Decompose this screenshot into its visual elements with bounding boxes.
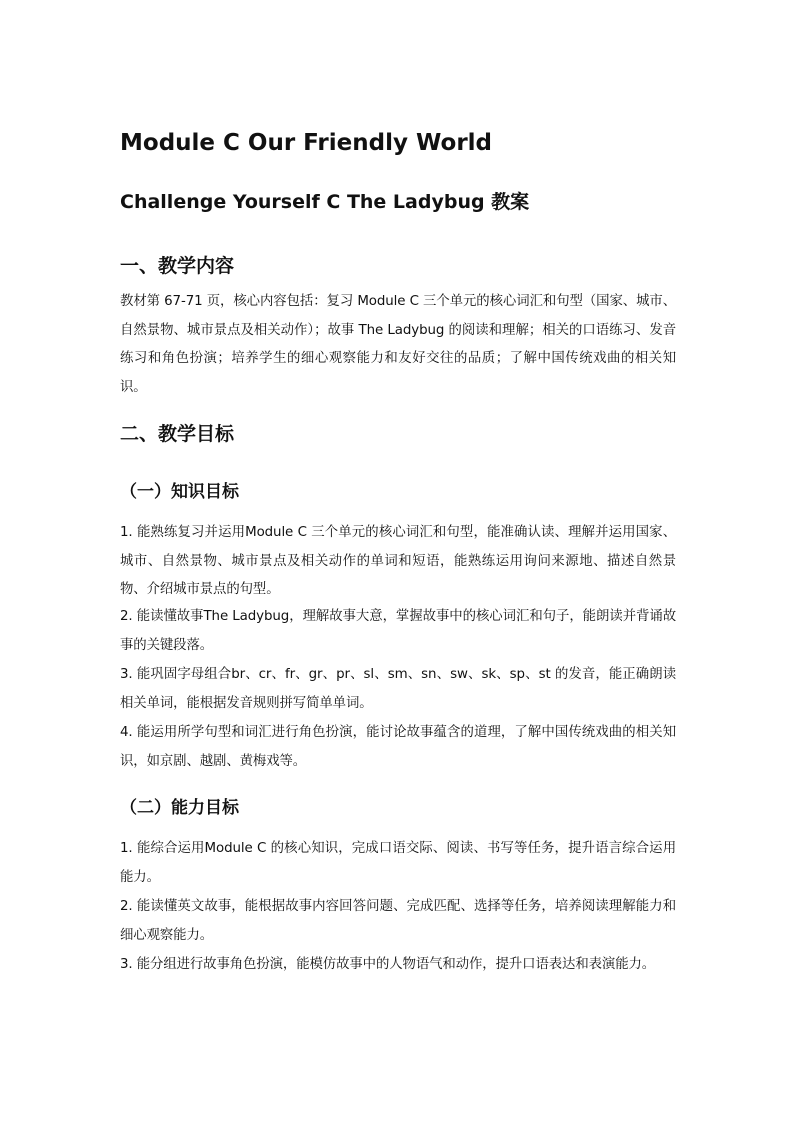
subsection-heading-knowledge-goals: （一）知识目标	[120, 482, 239, 502]
teaching-content-paragraph: 教材第 67-71 页，核心内容包括：复习 Module C 三个单元的核心词汇和句型（国家、城市、自然景物、城市景点及相关动作）；故事 The Ladybug 的阅读和理解；相关的口语练习、发音练习和角色扮演；培养学生的细心观察能力和友好交往的品质；了解中国传统戏曲的相关知识。	[120, 294, 676, 395]
ability-goal-item: 1. 能综合运用Module C 的核心知识，完成口语交际、阅读、书写等任务，提升语言综合运用能力。	[120, 841, 676, 885]
document-title: Module C Our Friendly World	[120, 130, 493, 156]
document-subtitle: Challenge Yourself C The Ladybug 教案	[120, 191, 530, 213]
knowledge-goal-item: 2. 能读懂故事The Ladybug，理解故事大意，掌握故事中的核心词汇和句子，能朗读并背诵故事的关键段落。	[120, 609, 676, 653]
knowledge-goal-item: 4. 能运用所学句型和词汇进行角色扮演，能讨论故事蕴含的道理，了解中国传统戏曲的相关知识，如京剧、越剧、黄梅戏等。	[120, 725, 676, 769]
section-heading-teaching-content: 一、教学内容	[120, 255, 235, 277]
knowledge-goal-item: 1. 能熟练复习并运用Module C 三个单元的核心词汇和句型，能准确认读、理解并运用国家、城市、自然景物、城市景点及相关动作的单词和短语，能熟练运用询问来源地、描述自然景物、介绍城市景点的句型。	[120, 525, 676, 597]
section-heading-teaching-goals: 二、教学目标	[120, 423, 235, 445]
ability-goal-item: 3. 能分组进行故事角色扮演，能模仿故事中的人物语气和动作，提升口语表达和表演能力。	[120, 957, 656, 972]
knowledge-goal-item: 3. 能巩固字母组合br、cr、fr、gr、pr、sl、sm、sn、sw、sk、sp、st 的发音，能正确朗读相关单词，能根据发音规则拼写简单单词。	[120, 667, 676, 711]
ability-goal-item: 2. 能读懂英文故事，能根据故事内容回答问题、完成匹配、选择等任务，培养阅读理解能力和细心观察能力。	[120, 899, 676, 943]
subsection-heading-ability-goals: （二）能力目标	[120, 798, 239, 818]
